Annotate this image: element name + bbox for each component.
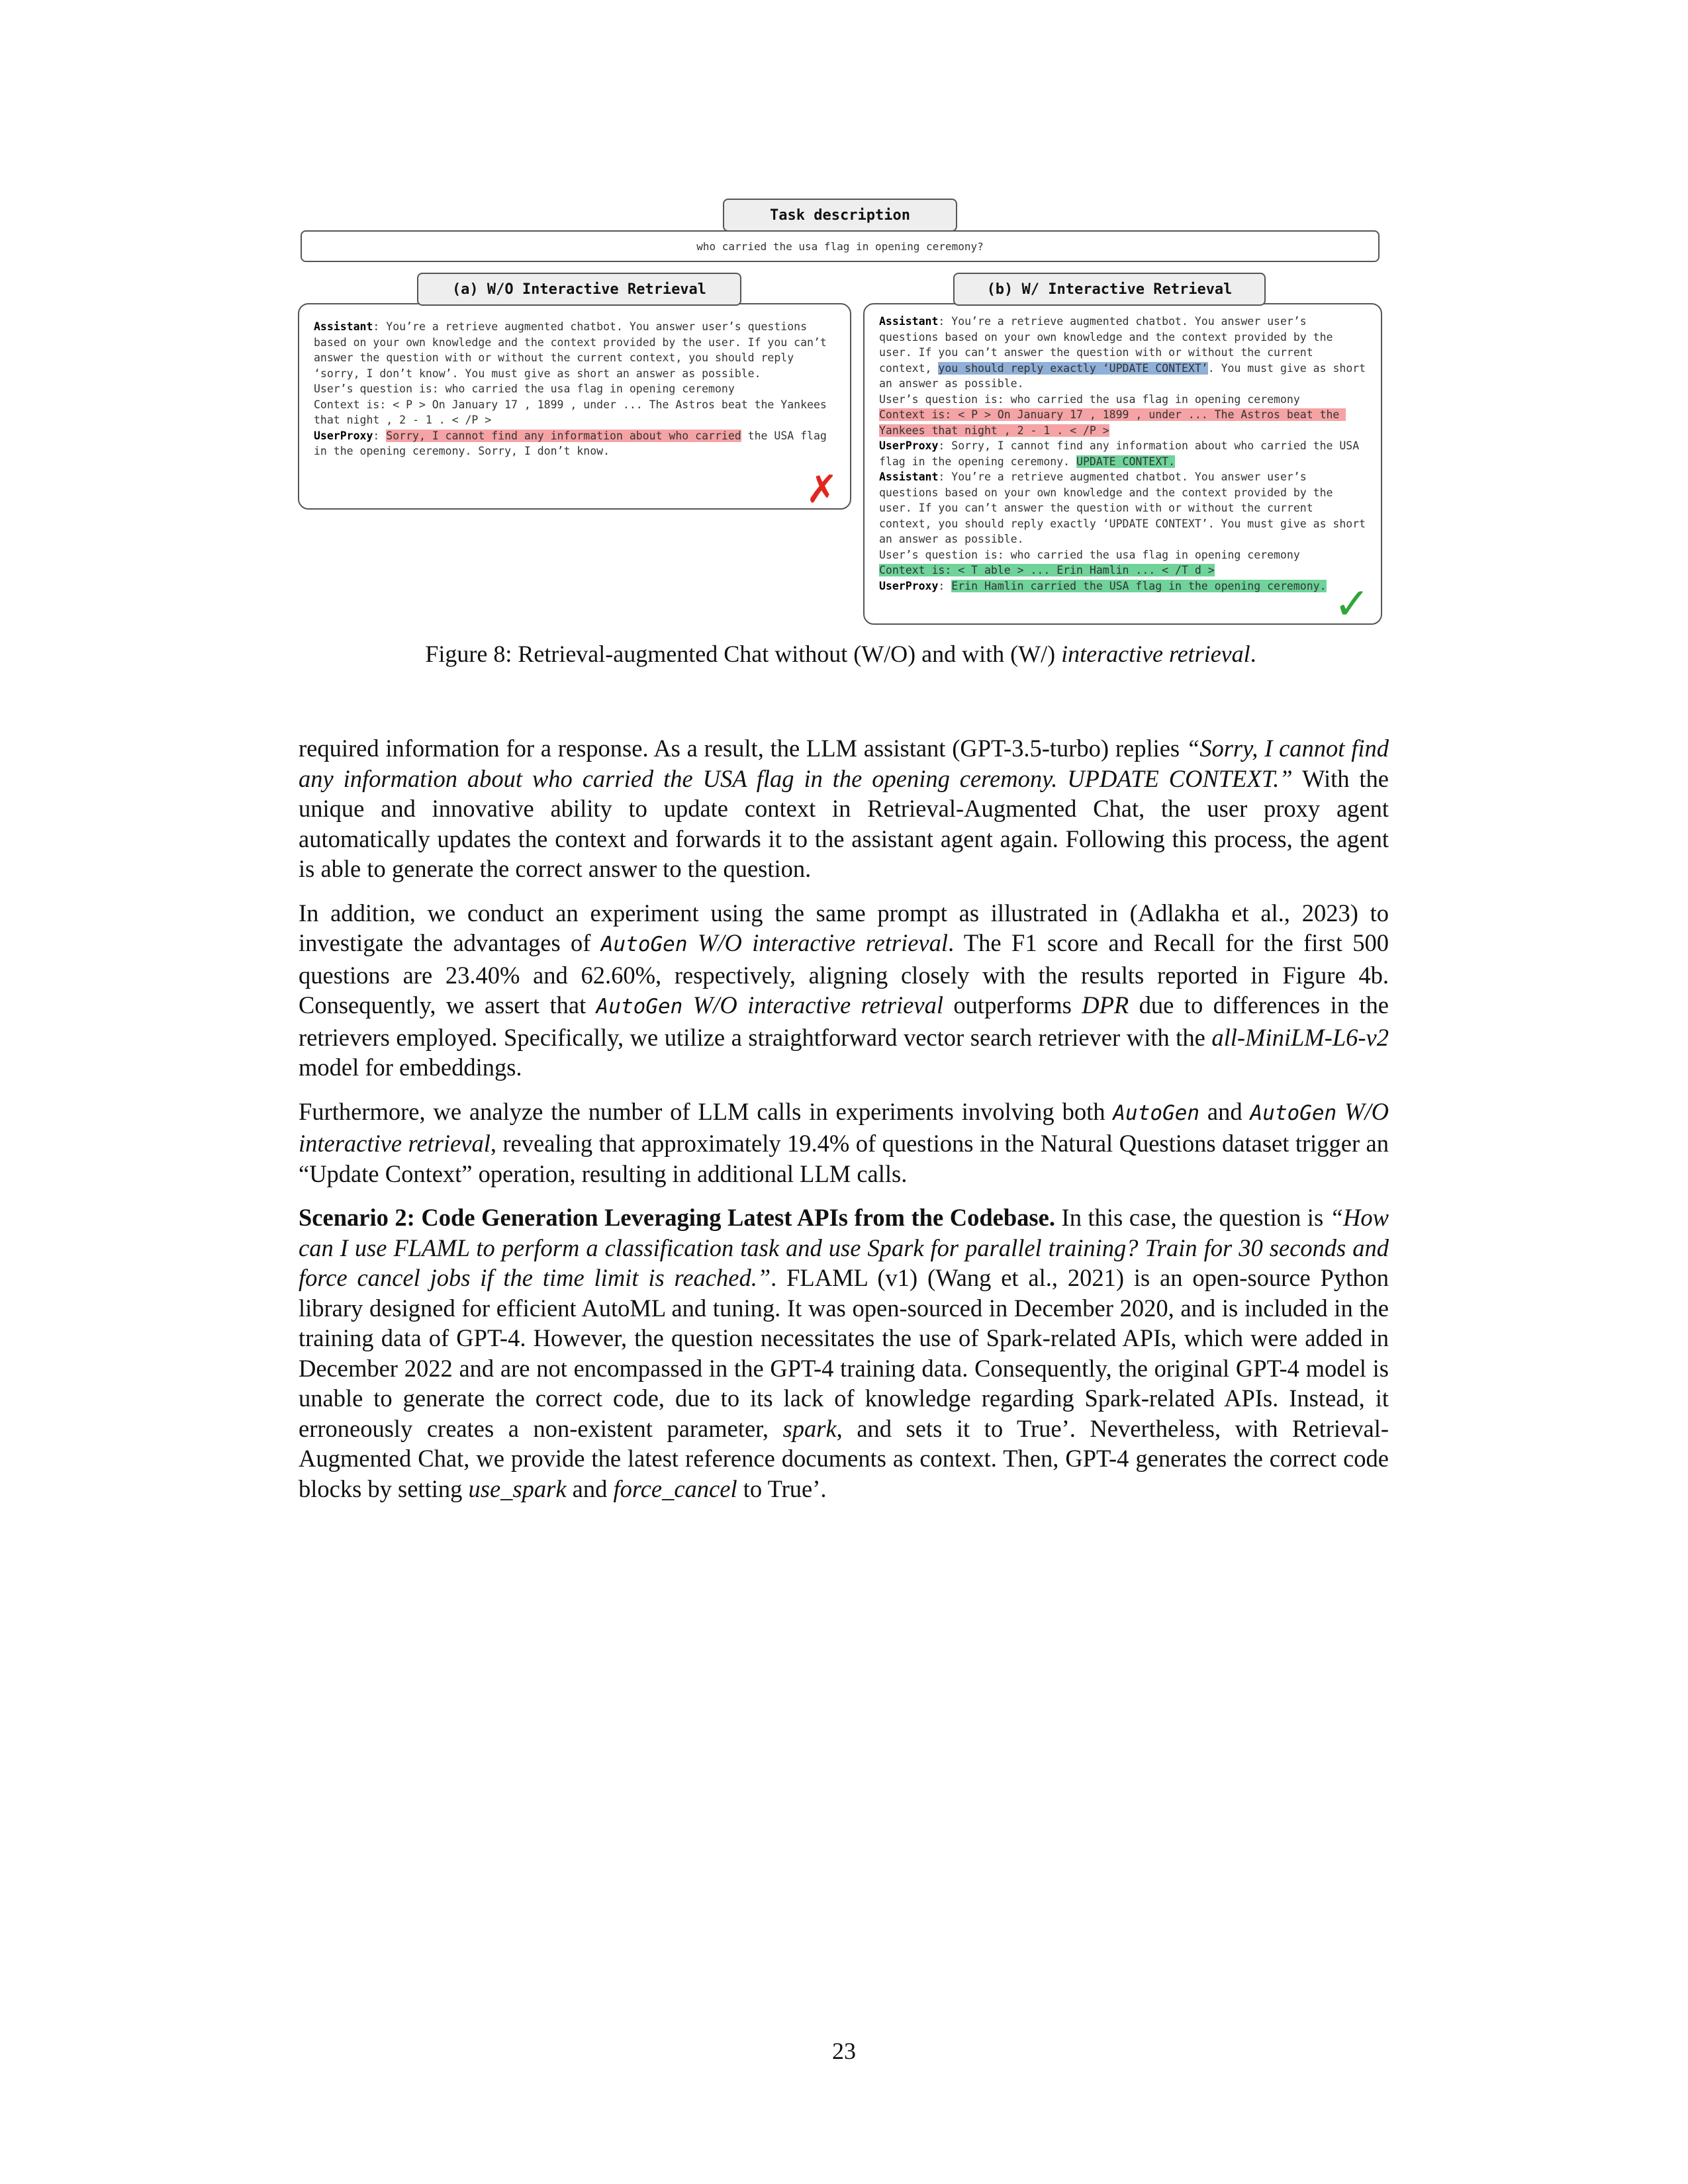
- panel-b-label: (b) W/ Interactive Retrieval: [953, 273, 1266, 306]
- figure-8: [291, 199, 1390, 629]
- paragraph-4: Scenario 2: Code Generation Leveraging Latest APIs from the Codebase. In this case, the question is “How can I use FLAML to perform a classification task and use Spark for parallel training? Train for 30 seconds and force cancel jobs if the time limit is reached.”. FLAML (v1) (Wang et al., 2021) is an open-source Python library designed for efficient AutoML and tuning. It was open-sourced in December 2020, and is included in the training data of GPT-4. However, the question necessitates the use of Spark-related APIs, which were added in December 2022 and are not encompassed in the GPT-4 training data. Consequently, the original GPT-4 model is unable to generate the correct code, due to its lack of knowledge regarding Spark-related APIs. Instead, it erroneously creates a non-existent parameter, spark, and sets it to True’. Nevertheless, with Retrieval-Augmented Chat, we provide the latest reference documents as context. Then, GPT-4 generates the correct code blocks by setting use_spark and force_cancel to True’.: [299, 1204, 1389, 1502]
- assistant-label: Assistant: [879, 471, 939, 483]
- panel-a-label: (a) W/O Interactive Retrieval: [417, 273, 741, 306]
- userproxy-label: UserProxy: [879, 439, 939, 452]
- cross-mark-icon: ✗: [806, 467, 838, 512]
- scenario-2-heading: Scenario 2: Code Generation Leveraging Latest APIs from the Codebase.: [299, 1204, 1055, 1231]
- userproxy-message: UserProxy: Sorry, I cannot find any information about who carried the USA flag in the opening ceremony. Sorry, I don’t know.: [314, 429, 833, 457]
- panel-with-interactive-retrieval: [863, 303, 1382, 629]
- paragraph-1: required information for a response. As a result, the LLM assistant (GPT-3.5-turbo) replies “Sorry, I cannot find any information about who carried the USA flag in the opening ceremony. UPDATE CONTEXT.” With the unique and innovative ability to update context in Retrieval-Augmented Chat, the user proxy agent automatically updates the context and forwards it to the assistant agent again. Following this process, the agent is able to generate the correct answer to the question.: [299, 735, 1389, 882]
- userproxy-message-2: UserProxy: Erin Hamlin carried the USA flag in the opening ceremony.: [879, 579, 1327, 592]
- task-text: who carried the usa flag in opening ceremony?: [696, 240, 984, 253]
- figure-caption: Figure 8: Retrieval-augmented Chat without (W/O) and with (W/) interactive retrieval.: [425, 641, 1256, 667]
- userproxy-text: the USA flag in the opening ceremony. Sorry, I don’t know.: [314, 429, 833, 457]
- page-number: 23: [832, 2038, 856, 2064]
- context-1: Context is: < P > On January 17 , 1899 , under ... The Astros beat the Yankees that night , 2 - 1 . < /P >: [879, 408, 1346, 437]
- assistant-text: : You’re a retrieve augmented chatbot. You answer user’s questions based on your own knowledge and the context provided by the user. If you can’t answer the question with or without the current context, you should reply ‘sorry, I don’t know’. You must give as short an answer as possible. User’s question is: who carried the usa flag in opening ceremony Context is: < P > On January 17 , 1899 , under ... The Astros beat the Yankees that night , 2 - 1 . < /P >: [314, 320, 827, 426]
- update-context-highlight: UPDATE CONTEXT.: [1076, 455, 1176, 468]
- panel-without-interactive-retrieval: [298, 303, 851, 510]
- task-description-label: Task description: [723, 199, 957, 232]
- paragraph-2: In addition, we conduct an experiment using the same prompt as illustrated in (Adlakha et al., 2023) to investigate the advantages of AutoGen W/O interactive retrieval. The F1 score and Recall for the first 500 questions are 23.40% and 62.60%, respectively, aligning closely with the results reported in Figure 4b. Consequently, we assert that AutoGen W/O interactive retrieval outperforms DPR due to differences in the retrievers employed. Specifically, we utilize a straightforward vector search retriever with the all-MiniLM-L6-v2 model for embeddings.: [299, 899, 1389, 1081]
- assistant-message: [314, 319, 841, 428]
- context-2: Context is: < T able > ... Erin Hamlin ... < /T d >: [879, 564, 1215, 576]
- userproxy-message-1: UserProxy: Sorry, I cannot find any information about who carried the USA flag in the opening ceremony. UPDATE CONTEXT.: [879, 439, 1366, 468]
- assistant-label: Assistant: [879, 315, 939, 328]
- assistant-message-1: Assistant: You’re a retrieve augmented chatbot. You answer user’s questions based on your own knowledge and the context provided by the user. If you can’t answer the question with or without the current context, you should reply exactly ‘UPDATE CONTEXT’. You must give as short an answer as possible. User’s question is: who carried the usa flag in opening ceremony: [879, 315, 1366, 406]
- assistant-message-2: Assistant: You’re a retrieve augmented chatbot. You answer user’s questions based on your own knowledge and the context provided by the user. If you can’t answer the question with or without the current context, you should reply exactly ‘UPDATE CONTEXT’. You must give as short an answer as possible. User’s question is: who carried the usa flag in opening ceremony: [879, 471, 1366, 561]
- final-answer-highlight: Erin Hamlin carried the USA flag in the opening ceremony.: [951, 579, 1327, 592]
- userproxy-label: UserProxy: [879, 579, 939, 592]
- check-mark-icon: ✓: [1333, 578, 1370, 629]
- body-text: [299, 733, 1389, 1518]
- task-description-box: [301, 230, 1380, 262]
- userproxy-label: UserProxy: [314, 429, 373, 442]
- assistant-label: Assistant: [314, 320, 373, 333]
- update-context-instruction-highlight: you should reply exactly ‘UPDATE CONTEXT’: [938, 361, 1208, 375]
- userproxy-highlight: Sorry, I cannot find any information about who carried: [386, 429, 741, 442]
- paragraph-3: Furthermore, we analyze the number of LLM calls in experiments involving both AutoGen and AutoGen W/O interactive retrieval, revealing that approximately 19.4% of questions in the Natural Questions dataset trigger an “Update Context” operation, resulting in additional LLM calls.: [299, 1097, 1389, 1187]
